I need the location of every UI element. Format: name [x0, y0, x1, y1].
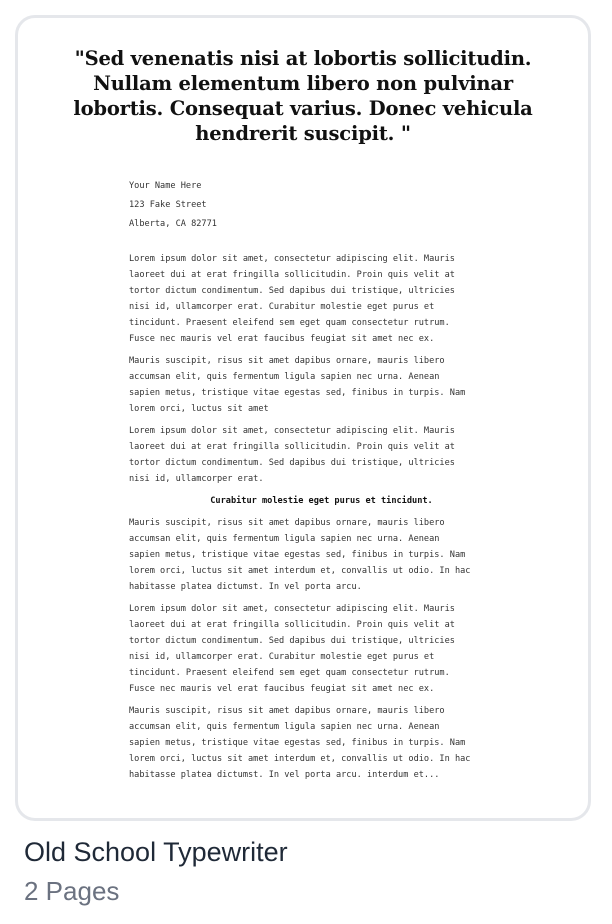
preview-document: [129, 178, 514, 789]
address-city: Alberta, CA 82771: [129, 219, 217, 229]
address-street: 123 Fake Street: [129, 200, 207, 210]
template-preview-card[interactable]: [15, 15, 591, 821]
page-count: 2 Pages: [24, 876, 120, 906]
body-paragraph: Mauris suscipit, risus sit amet dapibus ornare, mauris libero accumsan elit, quis fermentum ligula sapien nec urna. Aenean sapien metus, tristique vitae egestas sed, finibus in turpis. Nam lorem orci, luctus sit amet: [129, 356, 466, 414]
preview-quote: "Sed venenatis nisi at lobortis sollicitudin. Nullam elementum libero non pulvinar lobortis. Consequat varius. Donec vehicula hendrerit suscipit. ": [73, 47, 533, 145]
address-name: Your Name Here: [129, 181, 202, 191]
body-paragraph: Lorem ipsum dolor sit amet, consectetur adipiscing elit. Mauris laoreet dui at erat fringilla sollicitudin. Proin quis velit at tortor dictum condimentum. Sed dapibus dui tristique, ultricies nisi id, ullamcorper erat. Curabitur molestie eget purus et tincidunt. Praesent eleifend sem eget quam consectetur rutrum. Fusce nec mauris vel erat faucibus feugiat sit amet nec ex.: [129, 604, 455, 694]
body-paragraph: Mauris suscipit, risus sit amet dapibus ornare, mauris libero accumsan elit, quis fermentum ligula sapien nec urna. Aenean sapien metus, tristique vitae egestas sed, finibus in turpis. Nam lorem orci, luctus sit amet interdum et, convallis ut odio. In hac habitasse platea dictumst. In vel porta arcu.: [129, 518, 471, 592]
sender-address: [129, 178, 514, 232]
body-paragraph: Mauris suscipit, risus sit amet dapibus ornare, mauris libero accumsan elit, quis fermentum ligula sapien nec urna. Aenean sapien metus, tristique vitae egestas sed, finibus in turpis. Nam lorem orci, luctus sit amet interdum et, convallis ut odio. In hac habitasse platea dictumst. In vel porta arcu. interdum et...: [129, 706, 471, 780]
body-paragraph: Lorem ipsum dolor sit amet, consectetur adipiscing elit. Mauris laoreet dui at erat fringilla sollicitudin. Proin quis velit at tortor dictum condimentum. Sed dapibus dui tristique, ultricies nisi id, ullamcorper erat.: [129, 426, 455, 484]
section-heading: Curabitur molestie eget purus et tincidunt.: [210, 496, 433, 506]
body-paragraph: Lorem ipsum dolor sit amet, consectetur adipiscing elit. Mauris laoreet dui at erat fringilla sollicitudin. Proin quis velit at tortor dictum condimentum. Sed dapibus dui tristique, ultricies nisi id, ullamcorper erat. Curabitur molestie eget purus et tincidunt. Praesent eleifend sem eget quam consectetur rutrum. Fusce nec mauris vel erat faucibus feugiat sit amet nec ex.: [129, 254, 455, 344]
template-title[interactable]: Old School Typewriter: [24, 837, 288, 867]
